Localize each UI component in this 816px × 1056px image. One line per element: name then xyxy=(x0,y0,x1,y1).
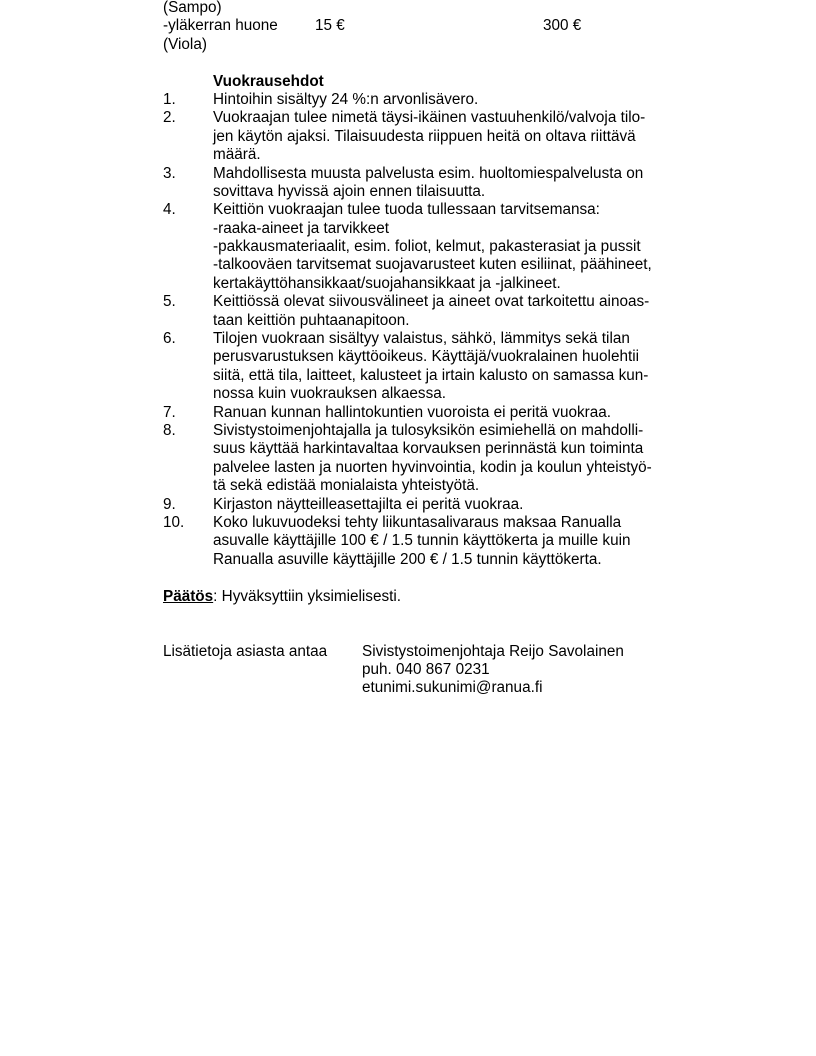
terms-item-text: Mahdollisesta muusta palvelusta esim. huoltomiespalvelusta on xyxy=(213,164,644,182)
terms-item-line xyxy=(163,551,683,569)
terms-list xyxy=(163,91,683,569)
terms-item-text: taan keittiön puhtaanapitoon. xyxy=(213,311,410,329)
terms-item-line xyxy=(163,404,683,422)
terms-item-text: Hintoihin sisältyy 24 %:n arvonlisävero. xyxy=(213,90,479,108)
price-row-prev-tail xyxy=(163,0,683,17)
terms-item-number: 3. xyxy=(163,164,176,182)
room-name: -yläkerran huone xyxy=(163,17,278,35)
terms-item-number: 5. xyxy=(163,293,176,311)
terms-item-text: siitä, että tila, laitteet, kalusteet ja irtain kalusto on samassa kun- xyxy=(213,366,649,384)
contact-email: etunimi.sukunimi@ranua.fi xyxy=(362,679,543,697)
terms-item-text: Ranuan kunnan hallintokuntien vuoroista ei peritä vuokraa. xyxy=(213,403,611,421)
terms-item-text: kertakäyttöhansikkaat/suojahansikkaat ja -jalkineet. xyxy=(213,274,561,292)
terms-item-number: 7. xyxy=(163,403,176,421)
spacer xyxy=(163,606,683,624)
terms-item-line xyxy=(163,440,683,458)
terms-item-line xyxy=(163,293,683,311)
terms-item-number: 6. xyxy=(163,330,176,348)
contact-person: Sivistystoimenjohtaja Reijo Savolainen xyxy=(362,642,624,660)
terms-item-text: -talkooväen tarvitsemat suojavarusteet kuten esiliinat, päähineet, xyxy=(213,256,652,274)
terms-item-line xyxy=(163,514,683,532)
terms-item-text: Sivistystoimenjohtajalla ja tulosyksikön esimiehellä on mahdolli- xyxy=(213,421,644,439)
terms-item-text: palvelee lasten ja nuorten hyvinvointia, kodin ja koulun yhteistyö- xyxy=(213,458,652,476)
terms-item-text: jen käytön ajaksi. Tilaisuudesta riippuen heitä on oltava riittävä xyxy=(213,127,636,145)
price-row-tail xyxy=(163,36,683,54)
terms-item-number: 4. xyxy=(163,201,176,219)
price-season: 300 € xyxy=(543,17,582,35)
terms-item-text: nossa kuin vuokrauksen alkaessa. xyxy=(213,385,446,403)
decision xyxy=(163,588,683,606)
spacer xyxy=(163,624,683,642)
terms-item-number: 9. xyxy=(163,495,176,513)
terms-item-line xyxy=(163,238,683,256)
terms-item-text: asuvalle käyttäjille 100 € / 1.5 tunnin käyttökerta ja muille kuin xyxy=(213,532,631,550)
contact-line xyxy=(163,679,683,697)
terms-item-text: -pakkausmateriaalit, esim. foliot, kelmut, pakasterasiat ja pussit xyxy=(213,238,641,256)
contact-line xyxy=(163,643,683,661)
document-page xyxy=(163,0,683,698)
terms-item-line xyxy=(163,146,683,164)
spacer xyxy=(163,54,683,72)
terms-item-text: Vuokraajan tulee nimetä täysi-ikäinen vastuuhenkilö/valvoja tilo- xyxy=(213,109,646,127)
terms-item-number: 1. xyxy=(163,90,176,108)
terms-item-line xyxy=(163,165,683,183)
contact-phone: puh. 040 867 0231 xyxy=(362,661,490,679)
terms-item-line xyxy=(163,385,683,403)
terms-item-line xyxy=(163,201,683,219)
terms-item-line xyxy=(163,312,683,330)
terms-item-text: Keittiön vuokraajan tulee tuoda tullessaan tarvitsemansa: xyxy=(213,201,600,219)
terms-item-line xyxy=(163,367,683,385)
contact-label: Lisätietoja asiasta antaa xyxy=(163,642,328,660)
terms-item-line xyxy=(163,220,683,238)
terms-item-line xyxy=(163,256,683,274)
terms-item-text: sovittava hyvissä ajoin ennen tilaisuutta. xyxy=(213,182,486,200)
terms-item-text: määrä. xyxy=(213,146,261,164)
terms-item-text: suus käyttää harkintavaltaa korvauksen perinnästä kun toiminta xyxy=(213,440,644,458)
terms-item-line xyxy=(163,128,683,146)
terms-item-text: -raaka-aineet ja tarvikkeet xyxy=(213,219,389,237)
terms-item-number: 8. xyxy=(163,421,176,439)
decision-label: Päätös xyxy=(163,587,214,605)
price-row xyxy=(163,17,683,35)
terms-heading: Vuokrausehdot xyxy=(213,72,324,90)
terms-item-text: Keittiössä olevat siivousvälineet ja aineet ovat tarkoitettu ainoas- xyxy=(213,293,650,311)
terms-item-line xyxy=(163,183,683,201)
terms-item-line xyxy=(163,477,683,495)
contact-block xyxy=(163,643,683,698)
price-hour: 15 € xyxy=(315,17,345,35)
terms-item-number: 2. xyxy=(163,109,176,127)
contact-line xyxy=(163,661,683,679)
terms-item-text: tä sekä edistää monialaista yhteistyötä. xyxy=(213,477,480,495)
terms-item-text: perusvarustuksen käyttöoikeus. Käyttäjä/vuokralainen huolehtii xyxy=(213,348,640,366)
room-name-tail: (Sampo) xyxy=(163,0,222,16)
terms-item-line xyxy=(163,422,683,440)
terms-item-line xyxy=(163,496,683,514)
room-name-tail: (Viola) xyxy=(163,35,207,53)
terms-item-line xyxy=(163,532,683,550)
decision-text: : Hyväksyttiin yksimielisesti. xyxy=(213,587,402,605)
terms-item-line xyxy=(163,459,683,477)
terms-item-line xyxy=(163,330,683,348)
spacer xyxy=(163,569,683,587)
terms-item-line xyxy=(163,348,683,366)
terms-item-number: 10. xyxy=(163,513,185,531)
terms-item-text: Ranualla asuville käyttäjille 200 € / 1.5 tunnin käyttökerta. xyxy=(213,550,602,568)
terms-item-text: Kirjaston näytteilleasettajilta ei peritä vuokraa. xyxy=(213,495,524,513)
terms-heading-line xyxy=(163,73,683,91)
terms-item-line xyxy=(163,275,683,293)
terms-item-line xyxy=(163,109,683,127)
terms-item-text: Tilojen vuokraan sisältyy valaistus, sähkö, lämmitys sekä tilan xyxy=(213,330,630,348)
terms-item-text: Koko lukuvuodeksi tehty liikuntasalivaraus maksaa Ranualla xyxy=(213,513,622,531)
terms-item-line xyxy=(163,91,683,109)
